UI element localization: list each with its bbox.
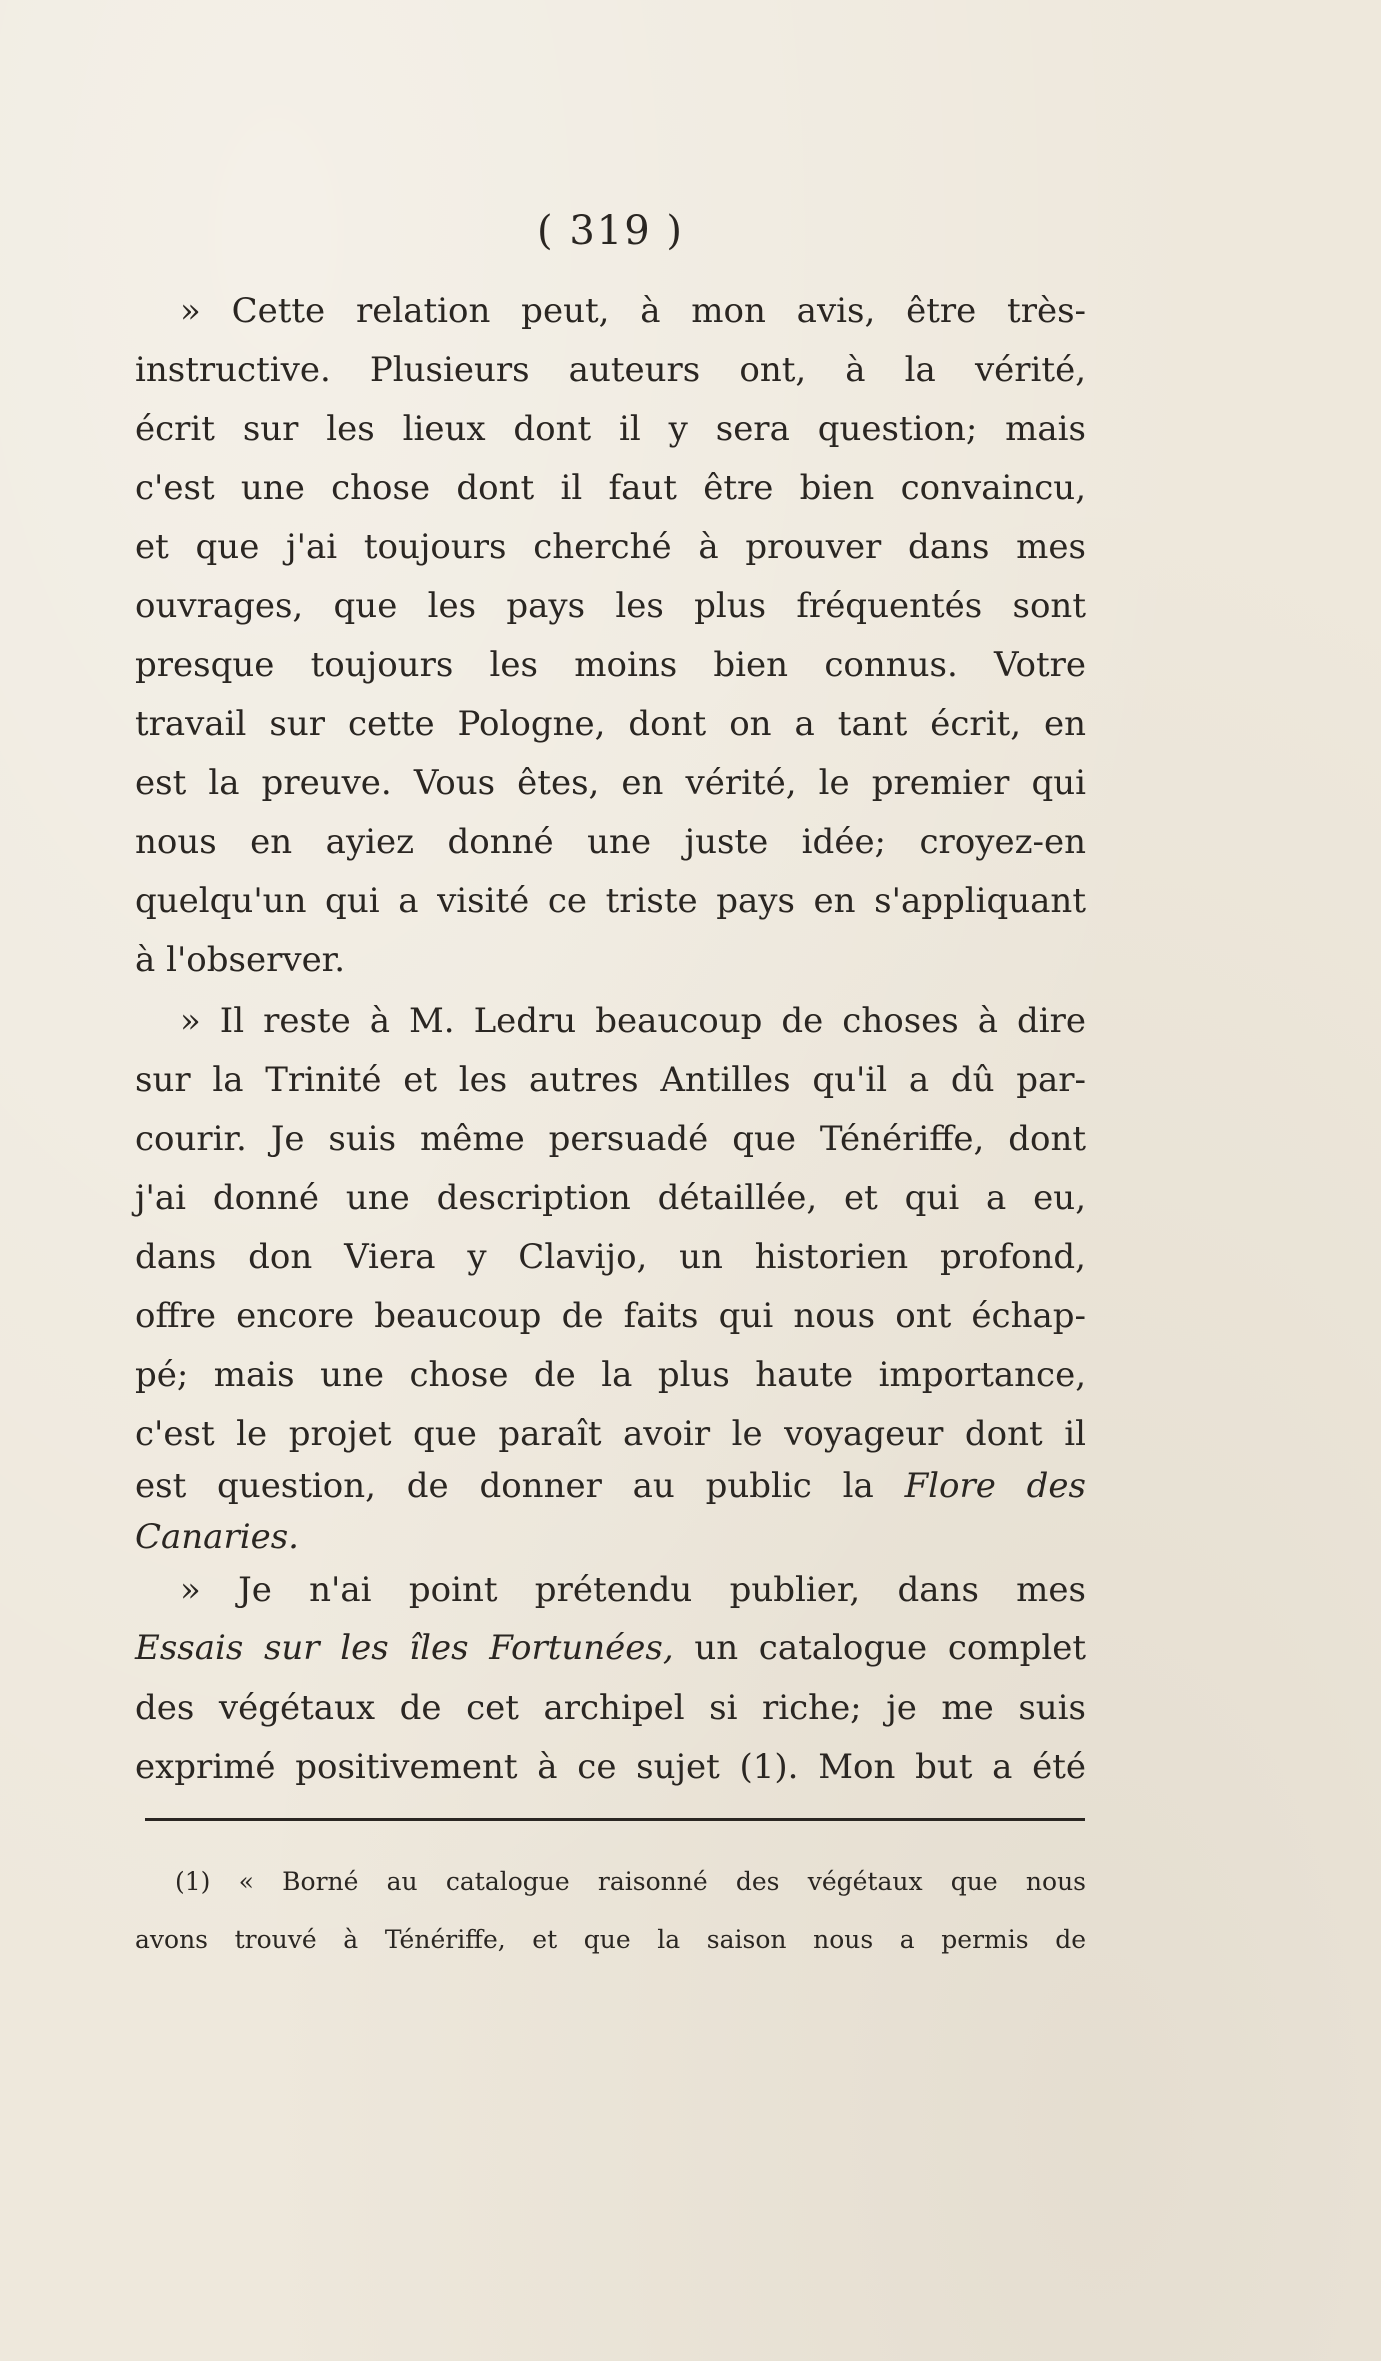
text-line: offre encore beaucoup de faits qui nous ont échap- bbox=[135, 1296, 1086, 1336]
text-line: des végétaux de cet archipel si riche; je me suis bbox=[135, 1688, 1086, 1728]
text-line: pé; mais une chose de la plus haute importance, bbox=[135, 1355, 1086, 1395]
text-run: est question, de donner au public la bbox=[135, 1466, 874, 1506]
text-line: c'est le projet que paraît avoir le voyageur dont il bbox=[135, 1414, 1086, 1454]
text-line-with-italic bbox=[135, 1466, 1086, 1506]
text-line: et que j'ai toujours cherché à prouver dans mes bbox=[135, 527, 1086, 567]
text-line: » Cette relation peut, à mon avis, être très- bbox=[180, 291, 1086, 331]
text-line-with-italic bbox=[135, 1628, 1086, 1668]
text-run: un catalogue complet bbox=[694, 1628, 1086, 1668]
footnote-rule bbox=[145, 1818, 1085, 1821]
text-line bbox=[135, 1517, 1086, 1557]
text-line: sur la Trinité et les autres Antilles qu'il a dû par- bbox=[135, 1060, 1086, 1100]
footnote-line: (1) « Borné au catalogue raisonné des végétaux que nous bbox=[175, 1867, 1086, 1896]
footnote-line: avons trouvé à Ténériffe, et que la saison nous a permis de bbox=[135, 1925, 1086, 1954]
text-line: j'ai donné une description détaillée, et qui a eu, bbox=[135, 1178, 1086, 1218]
text-line: nous en ayiez donné une juste idée; croyez-en bbox=[135, 822, 1086, 862]
text-line: presque toujours les moins bien connus. Votre bbox=[135, 645, 1086, 685]
text-line: dans don Viera y Clavijo, un historien profond, bbox=[135, 1237, 1086, 1277]
text-line: écrit sur les lieux dont il y sera question; mais bbox=[135, 409, 1086, 449]
text-line: courir. Je suis même persuadé que Ténériffe, dont bbox=[135, 1119, 1086, 1159]
text-line: » Je n'ai point prétendu publier, dans mes bbox=[180, 1570, 1086, 1610]
text-line: travail sur cette Pologne, dont on a tant écrit, en bbox=[135, 704, 1086, 744]
text-line: c'est une chose dont il faut être bien convaincu, bbox=[135, 468, 1086, 508]
text-line: exprimé positivement à ce sujet (1). Mon but a été bbox=[135, 1747, 1086, 1787]
page-number: ( 319 ) bbox=[537, 208, 684, 254]
italic-title: Canaries. bbox=[135, 1517, 299, 1557]
text-line: est la preuve. Vous êtes, en vérité, le premier qui bbox=[135, 763, 1086, 803]
text-line: quelqu'un qui a visité ce triste pays en s'appliquant bbox=[135, 881, 1086, 921]
text-line: » Il reste à M. Ledru beaucoup de choses à dire bbox=[180, 1001, 1086, 1041]
italic-title: Flore des bbox=[904, 1466, 1086, 1506]
text-line: ouvrages, que les pays les plus fréquentés sont bbox=[135, 586, 1086, 626]
italic-title: Essais sur les îles Fortunées, bbox=[135, 1628, 674, 1668]
text-line: instructive. Plusieurs auteurs ont, à la vérité, bbox=[135, 350, 1086, 390]
text-line: à l'observer. bbox=[135, 940, 346, 980]
